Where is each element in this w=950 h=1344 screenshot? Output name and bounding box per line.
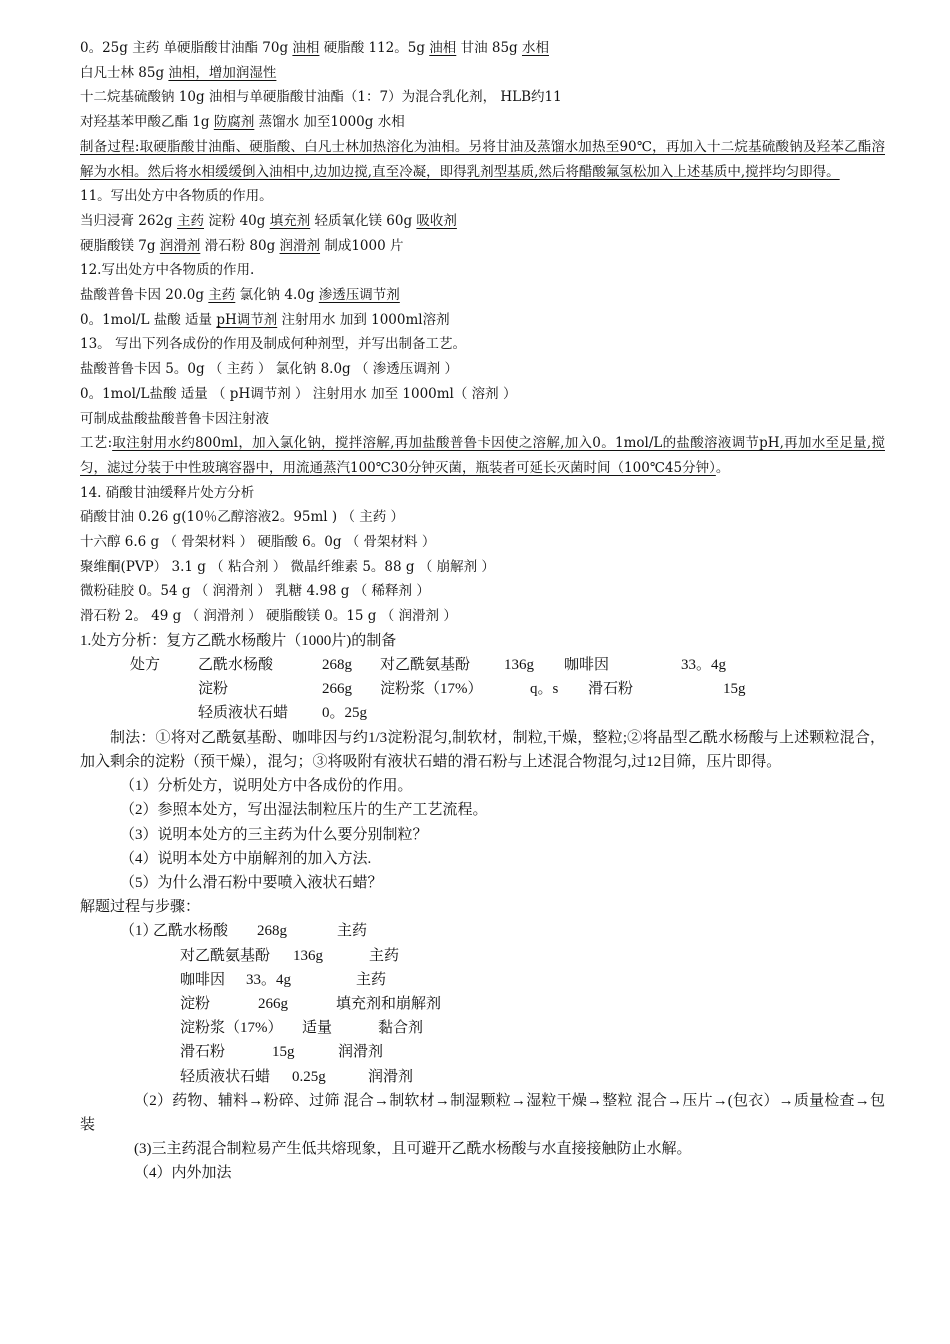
rx-item: 轻质液状石蜡	[198, 705, 289, 722]
question-14-title: 14. 硝酸甘油缓释片处方分析	[80, 484, 255, 501]
text: 氯化钠 4.0g	[235, 287, 319, 304]
document-page	[80, 36, 885, 1186]
rx-row-3	[80, 701, 885, 725]
rx-amount: 136g	[504, 657, 534, 674]
text: 0。25g 主药 单硬脂酸甘油酯 70g	[80, 40, 293, 56]
answer-text: 主药	[208, 287, 236, 304]
answer-text: 油相	[292, 40, 320, 56]
rx-row-1	[80, 653, 885, 677]
answer-amount: 33。4g	[246, 971, 292, 988]
formula-line-2	[80, 61, 885, 86]
question-item: （4）说明本处方中崩解剂的加入方法.	[120, 850, 372, 867]
rx-item: 咖啡因	[564, 657, 610, 674]
text: 蒸馏水 加至1000g 水相	[254, 114, 405, 131]
answer-role: 主药	[337, 923, 368, 940]
q11-line-2	[80, 234, 885, 259]
answer-1-row	[80, 919, 885, 943]
rx-amount: 33。4g	[681, 657, 727, 674]
text: 滑石粉 80g	[200, 237, 280, 254]
q13-line-2: 0。1mol/L盐酸 适量 （ pH调节剂 ） 注射用水 加至 1000ml（ 溶剂 ）	[80, 385, 517, 402]
answer-role: 填充剂和崩解剂	[336, 995, 442, 1012]
answer-text: 取注射用水约800ml，加入氯化钠，搅拌溶解,再加盐酸普鲁卡因使之溶解,加入0。1mol/L的盐酸溶液调节pH,再加水至足量,搅匀，滤过分装于中性玻璃容器中，用流通蒸汽100℃30分钟灭菌，瓶装者可延长灭菌时间（100℃45分钟）	[80, 435, 885, 476]
q14-line: 硝酸甘油 0.26 g(10％乙醇溶液2。95ml ) （ 主药 ）	[80, 509, 405, 526]
text: 盐酸普鲁卡因 20.0g	[80, 287, 209, 304]
answer-text: pH调节剂	[216, 311, 278, 328]
prescription-title: 1.处方分析：复方乙酰水杨酸片（1000片)的制备	[80, 632, 397, 649]
answer-amount: 136g	[293, 947, 323, 964]
answer-role: 黏合剂	[378, 1020, 424, 1037]
answer-amount: 268g	[257, 923, 287, 940]
answer-1-row	[80, 944, 885, 968]
question-item: （3）说明本处方的三主药为什么要分别制粒？	[120, 826, 428, 843]
question-item: （2）参照本处方，写出湿法制粒压片的生产工艺流程。	[120, 802, 488, 819]
answer-1-row	[80, 1016, 885, 1040]
answer-item: 咖啡因	[180, 971, 226, 988]
answer-role: 主药	[356, 971, 387, 988]
rx-amount: 0。25g	[322, 705, 368, 722]
answer-1-row	[80, 1040, 885, 1064]
text: 甘油 85g	[456, 40, 522, 56]
text: 当归浸膏 262g	[80, 212, 177, 229]
text: 对羟基苯甲酸乙酯 1g	[80, 114, 214, 131]
answer-text: 主药	[177, 212, 204, 229]
question-11-title: 11。写出处方中各物质的作用。	[80, 188, 273, 205]
answer-text: 润滑剂	[279, 237, 321, 254]
answer-text: 油相，增加润湿性	[168, 64, 277, 81]
answer-1-row	[80, 992, 885, 1016]
rx-item: 滑石粉	[588, 681, 634, 698]
text: 轻质氧化镁 60g	[310, 212, 417, 229]
text: 淀粉 40g	[204, 212, 270, 229]
rx-item: 淀粉浆（17%）	[380, 681, 483, 698]
answer-item: 滑石粉	[180, 1044, 226, 1061]
answer-text: 吸收剂	[416, 212, 457, 229]
answer-amount: 0.25g	[292, 1068, 326, 1085]
answer-item: 淀粉	[180, 995, 211, 1012]
answer-item: 乙酰水杨酸	[153, 923, 229, 940]
question-item: （1）分析处方，说明处方中各成份的作用。	[120, 778, 413, 795]
rx-row-2	[80, 677, 885, 701]
method-paragraph: 制法：①将对乙酰氨基酚、咖啡因与约1/3淀粉混匀,制软材，制粒,干燥，整粒;②将晶型乙酰水杨酸与上述颗粒混合，加入剩余的淀粉（预干燥），混匀；③将吸附有液状石蜡的滑石粉与上述混合物混匀,过12目筛，压片即得。	[80, 729, 885, 770]
answer-text: 油相	[429, 40, 457, 56]
question-item: （5）为什么滑石粉中要喷入液状石蜡？	[120, 874, 383, 891]
q14-line: 微粉硅胶 0。54 g （ 润滑剂 ） 乳糖 4.98 g （ 稀释剂 ）	[80, 583, 430, 600]
rx-label: 处方	[130, 657, 161, 674]
q11-line-1	[80, 209, 885, 234]
answer-role: 润滑剂	[368, 1068, 414, 1085]
rx-item: 乙酰水杨酸	[198, 657, 274, 674]
answer-1-row	[80, 968, 885, 992]
q14-line: 聚维酮(PVP） 3.1 g （ 粘合剂 ） 微晶纤维素 5。88 g （ 崩解剂 ）	[80, 558, 495, 575]
rx-item: 对乙酰氨基酚	[380, 657, 471, 674]
answer-amount: 15g	[272, 1044, 295, 1061]
answer-amount: 适量	[302, 1020, 333, 1037]
q13-line-1: 盐酸普鲁卡因 5。0g （ 主药 ） 氯化钠 8.0g （ 渗透压调剂 ）	[80, 361, 459, 378]
answer-role: 润滑剂	[338, 1044, 384, 1061]
rx-amount: 268g	[322, 657, 352, 674]
formula-line-3: 十二烷基硫酸钠 10g 油相与单硬脂酸甘油酯（1：7）为混合乳化剂， HLB约11	[80, 89, 562, 106]
text: 注射用水 加到 1000ml溶剂	[277, 311, 450, 328]
text: 工艺:	[80, 435, 113, 452]
question-12-title: 12.写出处方中各物质的作用.	[80, 262, 255, 279]
answer-4: （4）内外加法	[134, 1165, 232, 1182]
answer-item: 淀粉浆（17%）	[180, 1020, 283, 1037]
q14-line: 十六醇 6.6 g （ 骨架材料 ） 硬脂酸 6。0g （ 骨架材料 ）	[80, 534, 436, 551]
formula-line-1	[80, 36, 885, 61]
question-13-title: 13。 写出下列各成份的作用及制成何种剂型，并写出制备工艺。	[80, 336, 466, 353]
q14-line: 滑石粉 2。 49 g （ 润滑剂 ） 硬脂酸镁 0。15 g （ 润滑剂 ）	[80, 608, 457, 625]
text: 0。1mol/L 盐酸 适量	[80, 311, 217, 328]
text: 白凡士林 85g	[80, 64, 169, 81]
rx-item: 淀粉	[198, 681, 229, 698]
answer-role: 主药	[369, 947, 400, 964]
answer-text: 渗透压调节剂	[318, 287, 400, 304]
answer-text: 填充剂	[269, 212, 311, 229]
prescription-analysis-section	[80, 629, 885, 1186]
rx-amount: q。s	[530, 681, 559, 698]
answer-text: 水相	[521, 40, 549, 56]
answer-3: (3)三主药混合制粒易产生低共熔现象，且可避开乙酰水杨酸与水直接接触防止水解。	[134, 1141, 692, 1158]
rx-amount: 15g	[723, 681, 746, 698]
answer-number: （1）	[120, 923, 158, 940]
text: 制成1000 片	[320, 237, 404, 254]
solution-label: 解题过程与步骤：	[80, 899, 201, 916]
answer-item: 轻质液状石蜡	[180, 1068, 271, 1085]
answer-item: 对乙酰氨基酚	[180, 947, 271, 964]
text: 硬脂酸镁 7g	[80, 237, 160, 254]
preparation-paragraph: 制备过程:取硬脂酸甘油酯、硬脂酸、白凡士林加热溶化为油相。另将甘油及蒸馏水加热至90℃，再加入十二烷基硫酸钠及羟苯乙酯溶解为水相。然后将水相缓缓倒入油相中,边加边搅,直至冷凝，即得乳剂型基质,然后将醋酸氟氢松加入上述基质中,搅拌均匀即得。	[80, 138, 885, 180]
q12-line-2	[80, 308, 885, 333]
answer-text: 防腐剂	[213, 114, 255, 131]
q13-process-paragraph	[80, 431, 885, 480]
answer-amount: 266g	[258, 995, 288, 1012]
rx-amount: 266g	[322, 681, 352, 698]
answer-1-row	[80, 1065, 885, 1089]
q12-line-1	[80, 283, 885, 308]
text: 硬脂酸 112。5g	[319, 40, 430, 56]
q13-line-3: 可制成盐酸盐酸普鲁卡因注射液	[80, 410, 269, 427]
formula-line-4	[80, 110, 885, 135]
answer-text: 润滑剂	[159, 237, 201, 254]
answer-2: （2）药物、辅料→粉碎、过筛 混合→制软材→制湿颗粒→湿粒干燥→整粒 混合→压片→(包衣）→质量检查→包装	[80, 1092, 885, 1133]
text: 。	[715, 459, 730, 476]
